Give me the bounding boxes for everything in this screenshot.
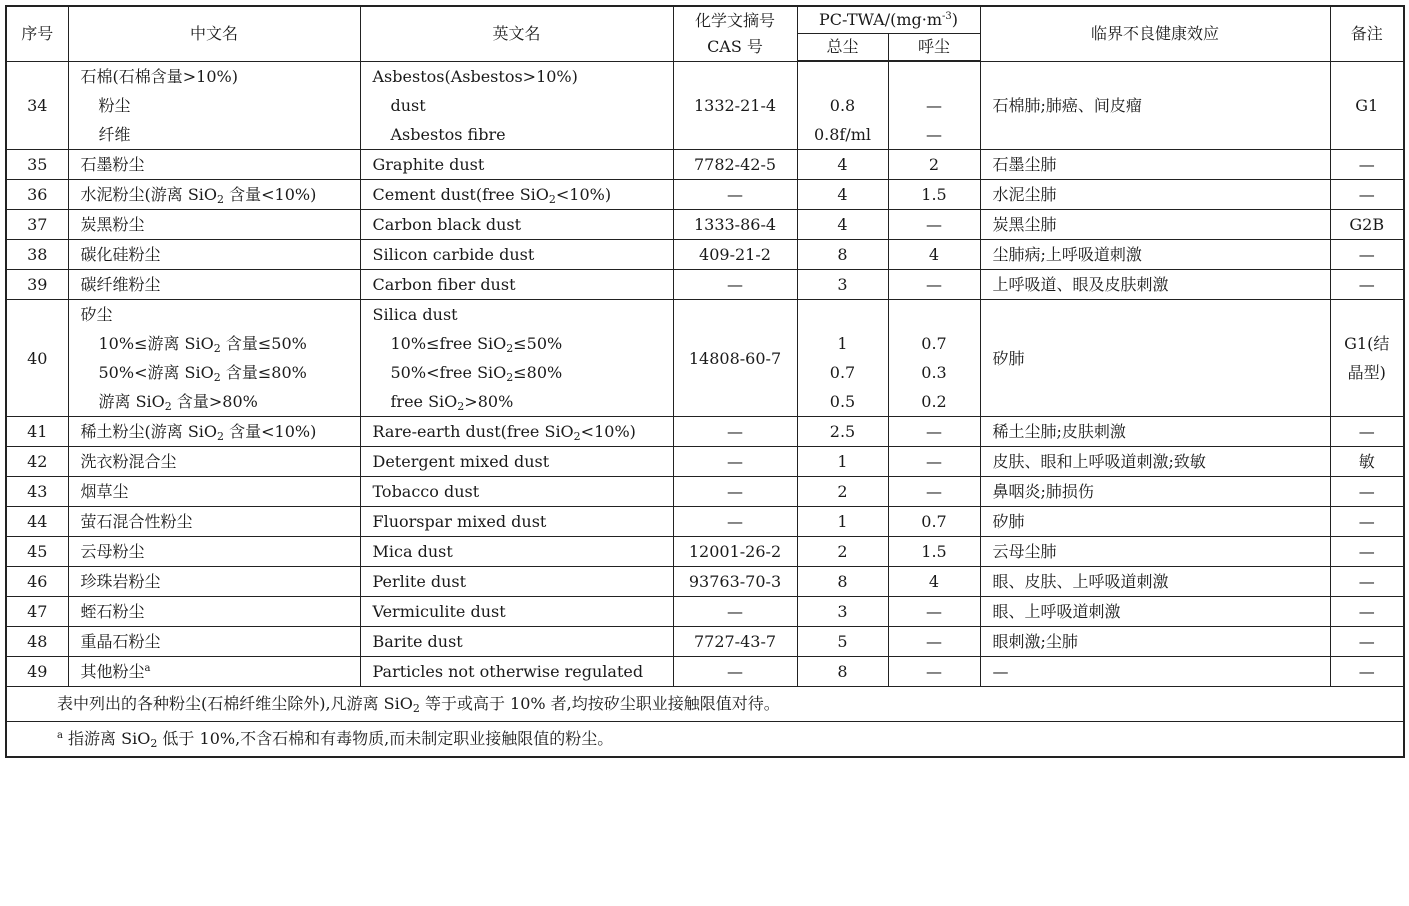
cell-total: [797, 61, 888, 150]
table-row: [6, 597, 1404, 627]
cell-resp: —: [888, 270, 980, 300]
cell-total: 2: [797, 537, 888, 567]
col-header-cas: [673, 6, 797, 61]
table-row: [6, 270, 1404, 300]
cas-header-line2: CAS 号: [707, 36, 763, 56]
footnote-marker: a: [57, 730, 63, 741]
cell-cas: —: [673, 180, 797, 210]
cell-effect: 皮肤、眼和上呼吸道刺激;致敏: [980, 447, 1330, 477]
cell-effect: 眼、上呼吸道刺激: [980, 597, 1330, 627]
table-row: [6, 180, 1404, 210]
cell-remark: —: [1330, 150, 1404, 180]
col-header-seq: 序号: [6, 6, 68, 61]
cell-total: 4: [797, 210, 888, 240]
table-row: [6, 300, 1404, 417]
cell-cn: 洗衣粉混合尘: [68, 447, 360, 477]
cell-en: Barite dust: [360, 627, 673, 657]
en-line: Asbestos fibre: [390, 124, 506, 144]
cell-total: 2: [797, 477, 888, 507]
table-row: [6, 417, 1404, 447]
cell-cn: 云母粉尘: [68, 537, 360, 567]
table-row: [6, 627, 1404, 657]
cell-cn: 炭黑粉尘: [68, 210, 360, 240]
cell-remark: —: [1330, 567, 1404, 597]
pctwa-label: PC-TWA/(mg·m: [818, 10, 943, 29]
en-line: 10%≤free SiO$_2$≤50%: [390, 334, 563, 355]
cell-remark: —: [1330, 240, 1404, 270]
cell-no: 48: [6, 627, 68, 657]
cell-resp: —: [888, 477, 980, 507]
cell-cn: 稀土粉尘(游离 SiO$_2$ 含量<10%): [68, 417, 360, 447]
cell-resp: [888, 61, 980, 150]
table-row: [6, 210, 1404, 240]
cn-line: 纤维: [98, 124, 131, 144]
resp-line: 0.7: [921, 334, 947, 353]
cell-cas: —: [673, 507, 797, 537]
cell-no: 37: [6, 210, 68, 240]
table-row: [6, 657, 1404, 687]
cell-no: 39: [6, 270, 68, 300]
cell-effect: 上呼吸道、眼及皮肤刺激: [980, 270, 1330, 300]
remark-line: 晶型): [1347, 363, 1386, 382]
col-header-en-name: 英文名: [360, 6, 673, 61]
cell-remark: G1: [1330, 61, 1404, 150]
cas-header-line1: 化学文摘号: [694, 10, 775, 30]
cell-cas: —: [673, 477, 797, 507]
total-line: 0.8: [829, 96, 856, 115]
cell-total: 3: [797, 270, 888, 300]
cell-cn: 蛭石粉尘: [68, 597, 360, 627]
cell-resp: 1.5: [888, 537, 980, 567]
cell-cas: 12001-26-2: [673, 537, 797, 567]
cell-cas: 7727-43-7: [673, 627, 797, 657]
table-row: [6, 61, 1404, 150]
cell-en: Detergent mixed dust: [360, 447, 673, 477]
cell-cn: 碳化硅粉尘: [68, 240, 360, 270]
cell-no: 40: [6, 300, 68, 417]
cell-cn: 重晶石粉尘: [68, 627, 360, 657]
cell-no: 49: [6, 657, 68, 687]
cell-en: [360, 300, 673, 417]
resp-line: —: [926, 125, 942, 144]
cell-en: Carbon black dust: [360, 210, 673, 240]
cn-line: 50%<游离 SiO$_2$ 含量≤80%: [98, 363, 307, 384]
cell-resp: —: [888, 447, 980, 477]
cell-remark: —: [1330, 627, 1404, 657]
cell-cas: 409-21-2: [673, 240, 797, 270]
cell-cas: —: [673, 657, 797, 687]
cell-remark: —: [1330, 180, 1404, 210]
col-header-effect: 临界不良健康效应: [980, 6, 1330, 61]
cell-cas: —: [673, 417, 797, 447]
cell-en: Cement dust(free SiO$_2$<10%): [360, 180, 673, 210]
cell-resp: —: [888, 657, 980, 687]
cell-remark: —: [1330, 507, 1404, 537]
cell-no: 47: [6, 597, 68, 627]
cell-no: 38: [6, 240, 68, 270]
cell-total: 1: [797, 507, 888, 537]
cell-en: [360, 61, 673, 150]
cell-effect: 矽肺: [980, 300, 1330, 417]
cell-cas: 14808-60-7: [673, 300, 797, 417]
cell-resp: 4: [888, 240, 980, 270]
cell-total: 8: [797, 567, 888, 597]
cell-cn: [68, 300, 360, 417]
cell-cas: 1333-86-4: [673, 210, 797, 240]
pctwa-exponent: -3: [942, 11, 952, 22]
cell-resp: —: [888, 417, 980, 447]
table-row: [6, 477, 1404, 507]
cell-cas: —: [673, 447, 797, 477]
cell-en: Mica dust: [360, 537, 673, 567]
table-row: [6, 567, 1404, 597]
table-row: [6, 447, 1404, 477]
table-row: [6, 537, 1404, 567]
cn-line: 游离 SiO$_2$ 含量>80%: [98, 392, 258, 413]
table-note-row: [6, 687, 1404, 722]
total-line: 0.8f/ml: [813, 125, 872, 144]
cell-en: Fluorspar mixed dust: [360, 507, 673, 537]
cell-no: 45: [6, 537, 68, 567]
cell-resp: 1.5: [888, 180, 980, 210]
cell-no: 35: [6, 150, 68, 180]
cell-effect: 尘肺病;上呼吸道刺激: [980, 240, 1330, 270]
cell-en: Tobacco dust: [360, 477, 673, 507]
cell-total: 4: [797, 150, 888, 180]
cell-resp: 0.7: [888, 507, 980, 537]
cell-total: 4: [797, 180, 888, 210]
table-row: [6, 150, 1404, 180]
total-line: 0.7: [829, 363, 856, 382]
cell-resp: [888, 300, 980, 417]
cell-cas: 93763-70-3: [673, 567, 797, 597]
cell-effect: —: [980, 657, 1330, 687]
remark-line: G1(结: [1344, 334, 1390, 353]
cell-en: Particles not otherwise regulated: [360, 657, 673, 687]
cell-effect: 石棉肺;肺癌、间皮瘤: [980, 61, 1330, 150]
table-footnote-row: [6, 722, 1404, 758]
cell-remark: —: [1330, 537, 1404, 567]
cell-effect: 鼻咽炎;肺损伤: [980, 477, 1330, 507]
cell-cn: 水泥粉尘(游离 SiO$_2$ 含量<10%): [68, 180, 360, 210]
cell-cn: 碳纤维粉尘: [68, 270, 360, 300]
cell-cas: 1332-21-4: [673, 61, 797, 150]
cell-remark: —: [1330, 477, 1404, 507]
en-line: free SiO$_2$>80%: [390, 392, 514, 413]
cell-en: Silicon carbide dust: [360, 240, 673, 270]
cell-no: 44: [6, 507, 68, 537]
cell-effect: 云母尘肺: [980, 537, 1330, 567]
col-header-cn-name: 中文名: [68, 6, 360, 61]
cell-no: 42: [6, 447, 68, 477]
resp-line: 0.3: [921, 363, 947, 382]
cell-effect: 眼刺激;尘肺: [980, 627, 1330, 657]
pctwa-close: ): [951, 10, 959, 29]
col-header-remark: 备注: [1330, 6, 1404, 61]
col-header-pctwa: [797, 6, 980, 34]
cell-en: Perlite dust: [360, 567, 673, 597]
cell-remark: —: [1330, 270, 1404, 300]
cell-total: 1: [797, 447, 888, 477]
cell-remark: 敏: [1330, 447, 1404, 477]
cn-line: 矽尘: [80, 305, 113, 324]
cell-effect: 眼、皮肤、上呼吸道刺激: [980, 567, 1330, 597]
cell-no: 46: [6, 567, 68, 597]
cell-total: 8: [797, 657, 888, 687]
cell-total: [797, 300, 888, 417]
cell-remark: —: [1330, 597, 1404, 627]
cell-effect: 炭黑尘肺: [980, 210, 1330, 240]
cell-effect: 石墨尘肺: [980, 150, 1330, 180]
table-note-1: 表中列出的各种粉尘(石棉纤维尘除外),凡游离 SiO$_2$ 等于或高于 10% 者,均按矽尘职业接触限值对待。: [6, 687, 1404, 722]
cn-line: 10%≤游离 SiO$_2$ 含量≤50%: [98, 334, 307, 355]
cell-cn: 其他粉尘$^a$: [68, 657, 360, 687]
en-line: Silica dust: [372, 305, 458, 324]
table-footnote-a: $^a$ 指游离 SiO$_2$ 低于 10%,不含石棉和有毒物质,而未制定职业接触限值的粉尘。: [6, 722, 1404, 758]
cell-total: 3: [797, 597, 888, 627]
cell-en: Rare-earth dust(free SiO$_2$<10%): [360, 417, 673, 447]
cell-cas: 7782-42-5: [673, 150, 797, 180]
cell-en: Graphite dust: [360, 150, 673, 180]
cell-resp: —: [888, 627, 980, 657]
total-line: 0.5: [829, 392, 856, 411]
cell-en: Vermiculite dust: [360, 597, 673, 627]
cell-effect: 矽肺: [980, 507, 1330, 537]
cell-effect: 水泥尘肺: [980, 180, 1330, 210]
cell-total: 8: [797, 240, 888, 270]
cell-no: 36: [6, 180, 68, 210]
cell-total: 2.5: [797, 417, 888, 447]
table-row: [6, 240, 1404, 270]
en-line: dust: [390, 95, 426, 115]
cell-resp: 4: [888, 567, 980, 597]
cell-remark: G2B: [1330, 210, 1404, 240]
cell-cn: 萤石混合性粉尘: [68, 507, 360, 537]
en-line: 50%<free SiO$_2$≤80%: [390, 363, 563, 384]
cell-resp: —: [888, 210, 980, 240]
cell-effect: 稀土尘肺;皮肤刺激: [980, 417, 1330, 447]
cell-cn: 珍珠岩粉尘: [68, 567, 360, 597]
cell-remark: —: [1330, 657, 1404, 687]
cell-cn: 石墨粉尘: [68, 150, 360, 180]
en-line: Asbestos(Asbestos>10%): [372, 66, 578, 86]
cn-line: 石棉(石棉含量>10%): [80, 66, 238, 86]
cell-resp: 2: [888, 150, 980, 180]
cell-no: 43: [6, 477, 68, 507]
resp-line: —: [926, 96, 942, 115]
cell-cas: —: [673, 597, 797, 627]
cell-cas: —: [673, 270, 797, 300]
cn-line: 粉尘: [98, 95, 131, 115]
cell-no: 41: [6, 417, 68, 447]
cell-no: 34: [6, 61, 68, 150]
total-line: 1: [837, 334, 848, 353]
cell-en: Carbon fiber dust: [360, 270, 673, 300]
cell-cn: 烟草尘: [68, 477, 360, 507]
cell-remark: [1330, 300, 1404, 417]
header-row-1: [6, 6, 1404, 34]
col-header-resp: 呼尘: [888, 34, 980, 62]
dust-exposure-limits-table: [5, 5, 1405, 758]
cell-remark: —: [1330, 417, 1404, 447]
cell-total: 5: [797, 627, 888, 657]
cell-resp: —: [888, 597, 980, 627]
table-row: [6, 507, 1404, 537]
col-header-total: 总尘: [797, 34, 888, 62]
cell-cn: [68, 61, 360, 150]
footnote-marker: a: [144, 663, 151, 674]
resp-line: 0.2: [921, 392, 947, 411]
